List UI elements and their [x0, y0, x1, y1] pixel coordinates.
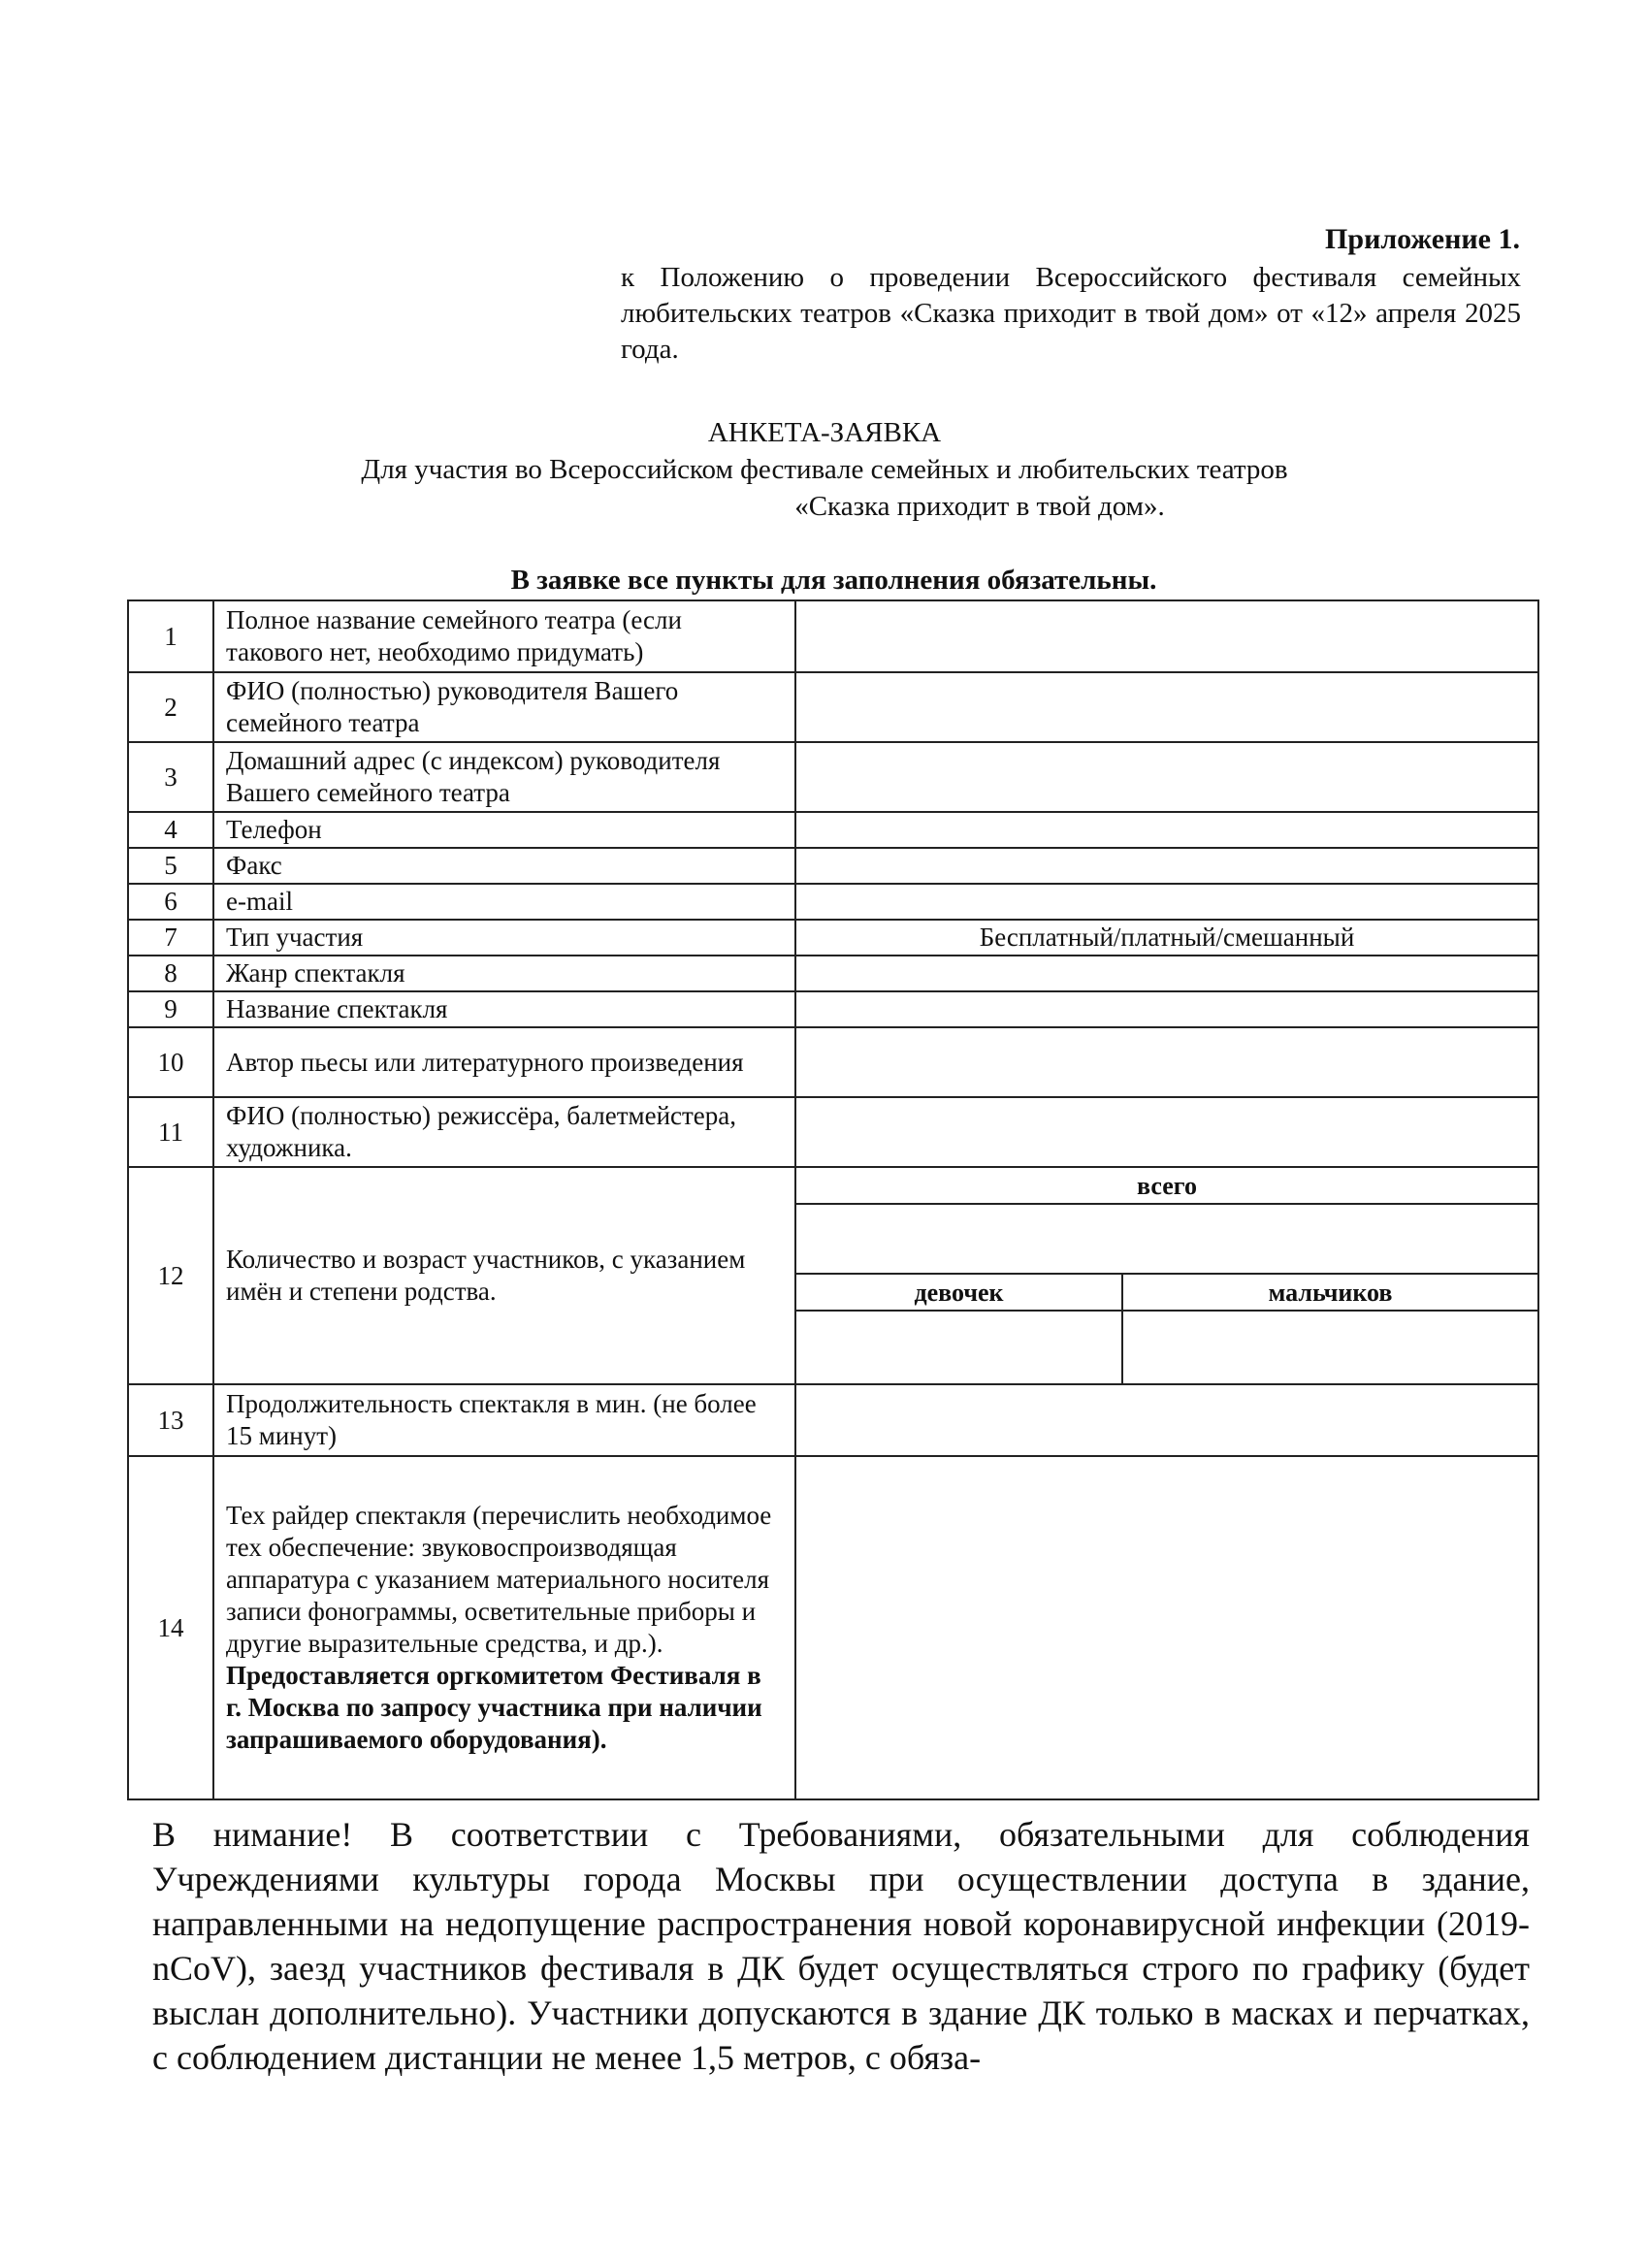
application-form-table — [127, 599, 1539, 1800]
girls-header: девочек — [795, 1274, 1122, 1311]
table-row — [128, 1456, 1538, 1799]
table-row — [128, 991, 1538, 1027]
girls-answer-cell[interactable] — [795, 1311, 1122, 1384]
table-row — [128, 742, 1538, 812]
answer-cell[interactable] — [795, 991, 1538, 1027]
row-number: 4 — [128, 812, 213, 848]
row-label — [213, 1456, 795, 1799]
form-subtitle-line1: Для участия во Всероссийском фестивале семейных и любительских театров — [361, 454, 1288, 485]
row-label: Продолжительность спектакля в мин. (не более 15 минут) — [213, 1384, 795, 1456]
row-label: Факс — [213, 848, 795, 884]
answer-cell[interactable] — [795, 1384, 1538, 1456]
answer-cell[interactable] — [795, 1456, 1538, 1799]
row-number: 8 — [128, 956, 213, 991]
table-row — [128, 600, 1538, 672]
row-label: ФИО (полностью) режиссёра, балетмейстера, художника. — [213, 1097, 795, 1167]
total-answer-cell[interactable] — [795, 1204, 1538, 1274]
table-row — [128, 1027, 1538, 1097]
answer-cell[interactable] — [795, 742, 1538, 812]
row-label: Количество и возраст участников, с указанием имён и степени родства. — [213, 1167, 795, 1384]
tech-rider-text: Тех райдер спектакля (перечислить необходимое тех обеспечение: звуковоспроизводящая аппаратура с указанием материального носителя записи фонограммы, осветительные приборы и другие выразительные средства, и др.). — [226, 1501, 772, 1658]
table-row — [128, 1384, 1538, 1456]
row-label: Полное название семейного театра (если таковогo нет, необходимо придумать) — [213, 600, 795, 672]
table-row — [128, 848, 1538, 884]
form-subtitle-line2: «Сказка приходит в твой дом». — [794, 491, 1165, 522]
row-number: 6 — [128, 884, 213, 920]
tech-rider-bold-text: Предоставляется оргкомитетом Фестиваля в г. Москва по запросу участника при наличии запрашиваемого оборудования). — [226, 1661, 762, 1754]
row-number: 3 — [128, 742, 213, 812]
table-row — [128, 672, 1538, 742]
answer-cell[interactable] — [795, 848, 1538, 884]
table-row — [128, 884, 1538, 920]
row-number: 5 — [128, 848, 213, 884]
answer-cell[interactable] — [795, 884, 1538, 920]
row-label: Тип участия — [213, 920, 795, 956]
row-number: 10 — [128, 1027, 213, 1097]
row-number: 12 — [128, 1167, 213, 1384]
required-note: В заявке все пункты для заполнения обязательны. — [510, 565, 1157, 596]
answer-cell[interactable] — [795, 1027, 1538, 1097]
table-row — [128, 920, 1538, 956]
appendix-text: к Положению о проведении Всероссийского фестиваля семейных любительских театров «Сказка приходит в твой дом» от «12» апреля 2025 года. — [621, 262, 1521, 365]
row-number: 7 — [128, 920, 213, 956]
participation-type-value[interactable]: Бесплатный/платный/смешанный — [795, 920, 1538, 956]
row-number: 13 — [128, 1384, 213, 1456]
row-label: Название спектакля — [213, 991, 795, 1027]
boys-answer-cell[interactable] — [1122, 1311, 1538, 1384]
answer-cell[interactable] — [795, 1097, 1538, 1167]
answer-cell[interactable] — [795, 600, 1538, 672]
row-label: Жанр спектакля — [213, 956, 795, 991]
answer-cell[interactable] — [795, 672, 1538, 742]
row-number: 11 — [128, 1097, 213, 1167]
covid-notice: В нимание! В соответствии с Требованиями, обязательными для соблюдения Учреждениями культуры города Москвы при осуществлении доступа в здание, направленными на недопущение распространения новой коронавирусной инфекции (2019-nCoV), заезд участников фестиваля в ДК будет осуществляться строго по графику (будет выслан дополнительно). Участники допускаются в здание ДК только в масках и перчатках, с соблюдением дистанции не менее 1,5 метров, с обяза- — [152, 1815, 1530, 2077]
row-number: 9 — [128, 991, 213, 1027]
row-label: Телефон — [213, 812, 795, 848]
form-title: АНКЕТА-ЗАЯВКА — [707, 417, 942, 448]
table-row — [128, 956, 1538, 991]
row-label: ФИО (полностью) руководителя Вашего семейного театра — [213, 672, 795, 742]
total-header: всего — [795, 1167, 1538, 1204]
table-row — [128, 812, 1538, 848]
answer-cell[interactable] — [795, 812, 1538, 848]
boys-header: мальчиков — [1122, 1274, 1538, 1311]
row-number: 2 — [128, 672, 213, 742]
appendix-title: Приложение 1. — [1325, 223, 1520, 255]
answer-cell[interactable] — [795, 956, 1538, 991]
row-label: Автор пьесы или литературного произведения — [213, 1027, 795, 1097]
row-number: 1 — [128, 600, 213, 672]
row-number: 14 — [128, 1456, 213, 1799]
table-row — [128, 1167, 1538, 1204]
table-row — [128, 1097, 1538, 1167]
row-label: Домашний адрес (с индексом) руководителя Вашего семейного театра — [213, 742, 795, 812]
row-label: e-mail — [213, 884, 795, 920]
